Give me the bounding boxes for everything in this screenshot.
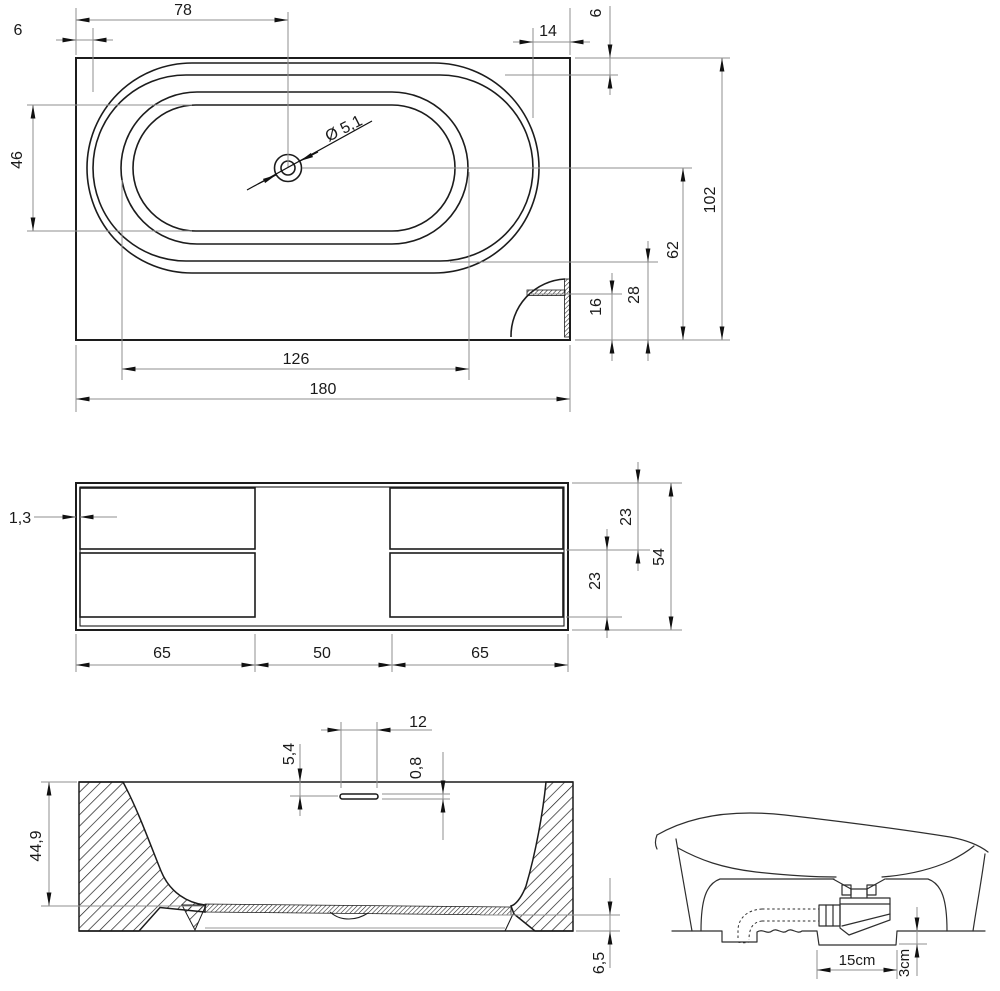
outlet-nut [819,905,840,926]
dim-left-edge: 6 [13,22,23,39]
apron-inner-edge [80,487,564,626]
dim-right-panel: 65 [471,645,489,662]
tub-right-edge [973,854,985,931]
dim-overflow-length: 12 [409,714,427,731]
dim-total-length: 180 [309,381,337,398]
right-wall-section [511,782,573,931]
dim-right-inset: 14 [539,23,557,40]
panel-lower-right [390,553,563,617]
tub-outline-top [76,58,570,340]
dim-center-gap: 50 [313,645,331,662]
dim-total-width: 102 [702,186,719,214]
hidden-elbow [738,909,762,943]
tub-left-lip [656,835,658,849]
dim-lower-row: 23 [587,572,604,590]
hidden-pipe [762,909,819,921]
bowl-inner-left [678,848,836,877]
base-recess-profile [672,930,985,945]
dim-inner-depth: 44,9 [28,830,45,862]
outlet-nut-ridges [826,905,833,926]
dim-recess-width: 15cm [838,952,876,969]
corner-section-band-horizontal [527,290,565,296]
dim-base-height: 6,5 [591,951,608,975]
installation-view [656,813,989,979]
dim-left-panel: 65 [153,645,171,662]
dim-recess-depth: 3cm [896,948,913,978]
tub-top-profile [657,813,988,852]
panel-upper-left [80,488,255,549]
overflow-slot [340,794,378,799]
dim-wall-thickness: 1,3 [8,510,32,527]
dim-total-height: 54 [651,548,668,566]
drain-flange [833,879,885,889]
top-view [9,2,730,412]
dim-overflow-slot-height: 0,8 [408,756,425,780]
floor-support-foot [182,905,206,930]
dim-basin-width: 46 [9,151,26,169]
plinth-notch-line [505,914,513,931]
dim-corner-inset: 16 [588,298,605,316]
bowl-inner-right [882,846,974,877]
section-view [28,714,620,974]
tub-left-edge [676,839,692,931]
dim-inner-length: 126 [282,351,310,368]
dim-drain-to-front: 62 [665,241,682,259]
corner-section-band-vertical [565,279,571,337]
basin-floor-section [205,904,511,915]
front-view [9,462,682,672]
dim-overflow-top-offset: 5,4 [281,742,298,766]
drain-tailpipe [851,889,867,898]
dim-drain-from-left: 78 [174,2,192,19]
apron-outline [76,483,568,630]
dim-top-inset: 6 [588,8,605,18]
corner-shelf-arc [511,279,565,337]
dim-drain-diameter: Ø 5,1 [322,112,366,146]
panel-lower-left [80,553,255,617]
dim-corner-offset: 28 [626,286,643,304]
skirt-void-left [701,879,834,931]
dim-upper-row: 23 [618,508,635,526]
panel-upper-right [390,488,563,549]
